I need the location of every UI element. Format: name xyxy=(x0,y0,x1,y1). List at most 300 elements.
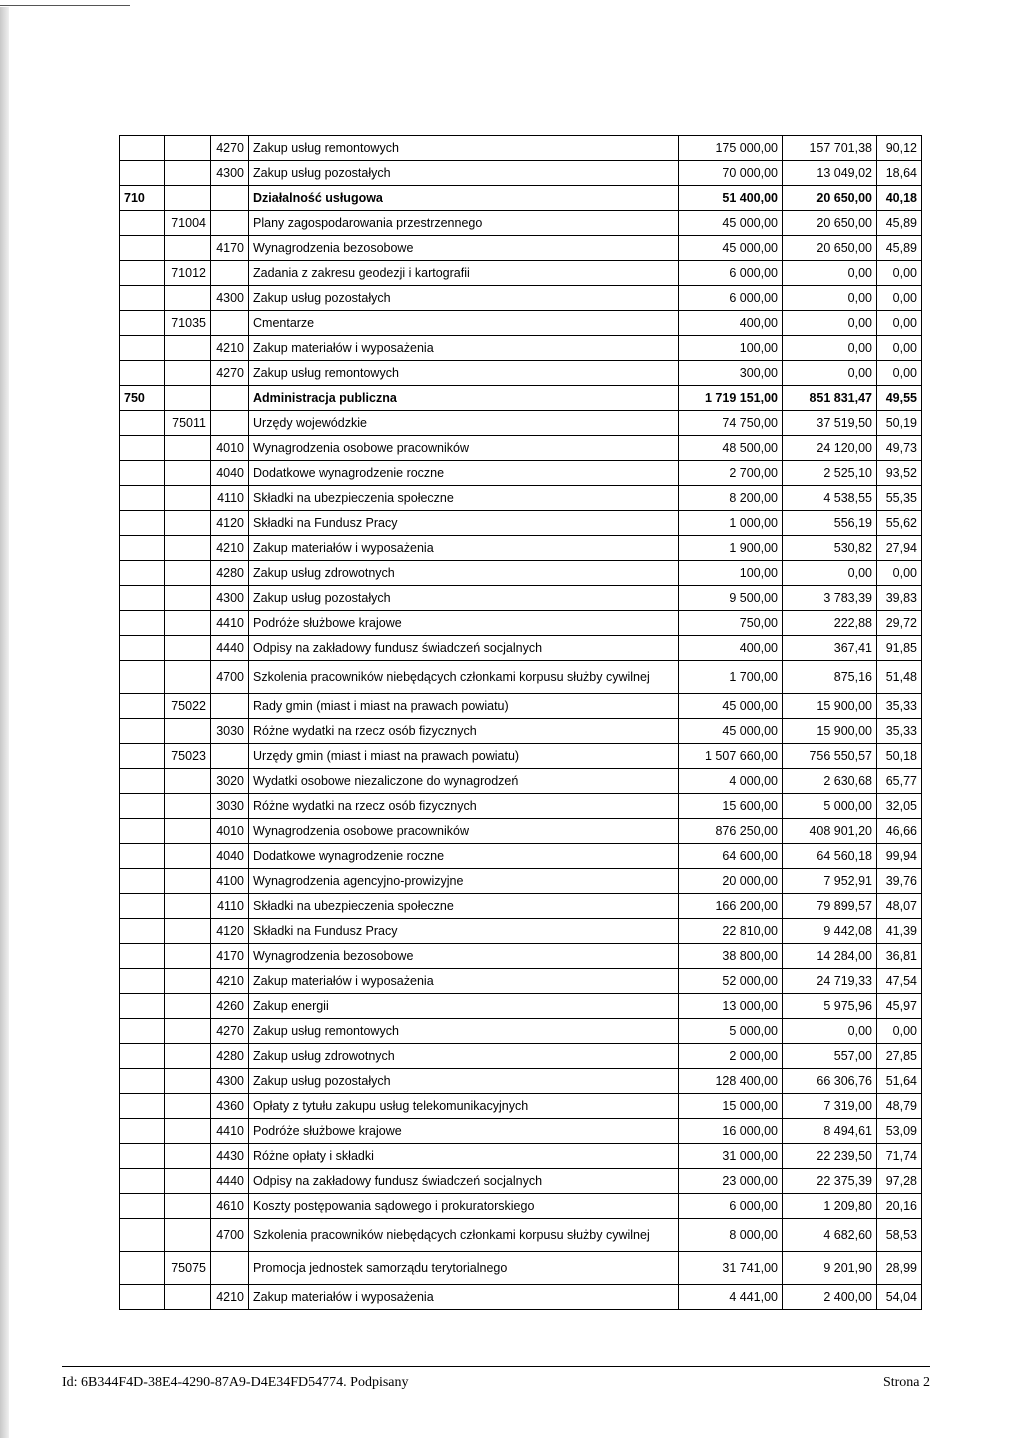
table-row xyxy=(120,261,922,286)
executed-amount: 4 682,60 xyxy=(783,1219,877,1252)
paragraph-code: 4300 xyxy=(211,586,249,611)
executed-amount: 367,41 xyxy=(783,636,877,661)
executed-amount: 24 120,00 xyxy=(783,436,877,461)
section-code xyxy=(120,1169,165,1194)
paragraph-code: 4170 xyxy=(211,944,249,969)
table-row xyxy=(120,794,922,819)
item-name: Administracja publiczna xyxy=(249,386,679,411)
planned-amount: 2 000,00 xyxy=(679,1044,783,1069)
execution-percent: 29,72 xyxy=(877,611,922,636)
execution-percent: 45,89 xyxy=(877,236,922,261)
chapter-code xyxy=(165,1169,211,1194)
planned-amount: 16 000,00 xyxy=(679,1119,783,1144)
planned-amount: 74 750,00 xyxy=(679,411,783,436)
execution-percent: 0,00 xyxy=(877,336,922,361)
item-name: Różne wydatki na rzecz osób fizycznych xyxy=(249,794,679,819)
planned-amount: 400,00 xyxy=(679,636,783,661)
chapter-code xyxy=(165,819,211,844)
item-name: Składki na Fundusz Pracy xyxy=(249,919,679,944)
section-code xyxy=(120,236,165,261)
paragraph-code: 4120 xyxy=(211,511,249,536)
chapter-code xyxy=(165,186,211,211)
executed-amount: 22 375,39 xyxy=(783,1169,877,1194)
table-row xyxy=(120,486,922,511)
executed-amount: 79 899,57 xyxy=(783,894,877,919)
paragraph-code: 4300 xyxy=(211,1069,249,1094)
executed-amount: 8 494,61 xyxy=(783,1119,877,1144)
paragraph-code xyxy=(211,386,249,411)
table-row xyxy=(120,1144,922,1169)
executed-amount: 14 284,00 xyxy=(783,944,877,969)
paragraph-code xyxy=(211,744,249,769)
section-code xyxy=(120,994,165,1019)
item-name: Szkolenia pracowników niebędących członkami korpusu służby cywilnej xyxy=(249,661,679,694)
executed-amount: 530,82 xyxy=(783,536,877,561)
scan-top-line xyxy=(0,5,130,6)
execution-percent: 45,89 xyxy=(877,211,922,236)
paragraph-code: 4440 xyxy=(211,636,249,661)
item-name: Różne opłaty i składki xyxy=(249,1144,679,1169)
item-name: Składki na ubezpieczenia społeczne xyxy=(249,894,679,919)
planned-amount: 1 000,00 xyxy=(679,511,783,536)
execution-percent: 39,76 xyxy=(877,869,922,894)
planned-amount: 15 600,00 xyxy=(679,794,783,819)
table-row xyxy=(120,536,922,561)
execution-percent: 20,16 xyxy=(877,1194,922,1219)
table-row xyxy=(120,361,922,386)
section-code xyxy=(120,794,165,819)
planned-amount: 8 200,00 xyxy=(679,486,783,511)
planned-amount: 1 719 151,00 xyxy=(679,386,783,411)
planned-amount: 1 700,00 xyxy=(679,661,783,694)
execution-percent: 49,73 xyxy=(877,436,922,461)
executed-amount: 4 538,55 xyxy=(783,486,877,511)
executed-amount: 7 319,00 xyxy=(783,1094,877,1119)
table-row xyxy=(120,1094,922,1119)
execution-percent: 45,97 xyxy=(877,994,922,1019)
executed-amount: 20 650,00 xyxy=(783,211,877,236)
executed-amount: 756 550,57 xyxy=(783,744,877,769)
paragraph-code: 4040 xyxy=(211,844,249,869)
item-name: Promocja jednostek samorządu terytorialnego xyxy=(249,1252,679,1285)
chapter-code: 71035 xyxy=(165,311,211,336)
paragraph-code: 4360 xyxy=(211,1094,249,1119)
section-code xyxy=(120,586,165,611)
execution-percent: 97,28 xyxy=(877,1169,922,1194)
chapter-code xyxy=(165,436,211,461)
executed-amount: 20 650,00 xyxy=(783,236,877,261)
document-id: Id: 6B344F4D-38E4-4290-87A9-D4E34FD54774. Podpisany xyxy=(62,1375,409,1390)
executed-amount: 157 701,38 xyxy=(783,136,877,161)
executed-amount: 9 442,08 xyxy=(783,919,877,944)
execution-percent: 93,52 xyxy=(877,461,922,486)
section-code xyxy=(120,1219,165,1252)
table-row xyxy=(120,661,922,694)
execution-percent: 55,35 xyxy=(877,486,922,511)
item-name: Zakup materiałów i wyposażenia xyxy=(249,336,679,361)
executed-amount: 0,00 xyxy=(783,311,877,336)
planned-amount: 6 000,00 xyxy=(679,261,783,286)
chapter-code xyxy=(165,844,211,869)
section-code xyxy=(120,1019,165,1044)
paragraph-code: 4610 xyxy=(211,1194,249,1219)
table-row xyxy=(120,236,922,261)
table-row xyxy=(120,636,922,661)
item-name: Zakup usług zdrowotnych xyxy=(249,561,679,586)
section-code xyxy=(120,894,165,919)
section-code xyxy=(120,361,165,386)
chapter-code xyxy=(165,361,211,386)
table-row xyxy=(120,311,922,336)
item-name: Opłaty z tytułu zakupu usług telekomunikacyjnych xyxy=(249,1094,679,1119)
executed-amount: 15 900,00 xyxy=(783,719,877,744)
planned-amount: 22 810,00 xyxy=(679,919,783,944)
chapter-code: 71004 xyxy=(165,211,211,236)
section-code xyxy=(120,819,165,844)
item-name: Wynagrodzenia bezosobowe xyxy=(249,236,679,261)
table-row xyxy=(120,136,922,161)
paragraph-code: 4270 xyxy=(211,1019,249,1044)
paragraph-code: 3030 xyxy=(211,719,249,744)
planned-amount: 175 000,00 xyxy=(679,136,783,161)
planned-amount: 750,00 xyxy=(679,611,783,636)
table-row xyxy=(120,511,922,536)
paragraph-code: 4410 xyxy=(211,611,249,636)
section-code xyxy=(120,1119,165,1144)
table-row xyxy=(120,744,922,769)
planned-amount: 400,00 xyxy=(679,311,783,336)
section-code xyxy=(120,436,165,461)
execution-percent: 47,54 xyxy=(877,969,922,994)
chapter-code xyxy=(165,1194,211,1219)
paragraph-code: 4040 xyxy=(211,461,249,486)
table-row xyxy=(120,694,922,719)
execution-percent: 28,99 xyxy=(877,1252,922,1285)
execution-percent: 48,07 xyxy=(877,894,922,919)
item-name: Wynagrodzenia osobowe pracowników xyxy=(249,436,679,461)
chapter-code xyxy=(165,769,211,794)
chapter-code xyxy=(165,794,211,819)
section-code xyxy=(120,1285,165,1310)
item-name: Podróże służbowe krajowe xyxy=(249,1119,679,1144)
item-name: Szkolenia pracowników niebędących członkami korpusu służby cywilnej xyxy=(249,1219,679,1252)
execution-percent: 48,79 xyxy=(877,1094,922,1119)
table-row xyxy=(120,286,922,311)
executed-amount: 556,19 xyxy=(783,511,877,536)
execution-percent: 40,18 xyxy=(877,186,922,211)
section-code xyxy=(120,486,165,511)
execution-percent: 27,94 xyxy=(877,536,922,561)
planned-amount: 70 000,00 xyxy=(679,161,783,186)
section-code xyxy=(120,161,165,186)
chapter-code xyxy=(165,161,211,186)
planned-amount: 20 000,00 xyxy=(679,869,783,894)
section-code xyxy=(120,336,165,361)
table-row xyxy=(120,719,922,744)
table-row xyxy=(120,336,922,361)
scan-left-edge xyxy=(0,7,9,1438)
paragraph-code: 4280 xyxy=(211,561,249,586)
planned-amount: 9 500,00 xyxy=(679,586,783,611)
planned-amount: 4 441,00 xyxy=(679,1285,783,1310)
item-name: Odpisy na zakładowy fundusz świadczeń socjalnych xyxy=(249,636,679,661)
chapter-code: 71012 xyxy=(165,261,211,286)
chapter-code xyxy=(165,386,211,411)
planned-amount: 45 000,00 xyxy=(679,236,783,261)
executed-amount: 0,00 xyxy=(783,261,877,286)
chapter-code xyxy=(165,869,211,894)
chapter-code: 75023 xyxy=(165,744,211,769)
paragraph-code: 4010 xyxy=(211,819,249,844)
planned-amount: 6 000,00 xyxy=(679,1194,783,1219)
executed-amount: 66 306,76 xyxy=(783,1069,877,1094)
table-row xyxy=(120,894,922,919)
table-row xyxy=(120,994,922,1019)
planned-amount: 876 250,00 xyxy=(679,819,783,844)
chapter-code xyxy=(165,1094,211,1119)
paragraph-code: 4300 xyxy=(211,161,249,186)
executed-amount: 64 560,18 xyxy=(783,844,877,869)
section-code xyxy=(120,694,165,719)
planned-amount: 128 400,00 xyxy=(679,1069,783,1094)
executed-amount: 0,00 xyxy=(783,286,877,311)
item-name: Zakup usług zdrowotnych xyxy=(249,1044,679,1069)
section-code xyxy=(120,719,165,744)
executed-amount: 851 831,47 xyxy=(783,386,877,411)
execution-percent: 32,05 xyxy=(877,794,922,819)
paragraph-code xyxy=(211,694,249,719)
paragraph-code: 4100 xyxy=(211,869,249,894)
section-code xyxy=(120,536,165,561)
section-code xyxy=(120,1069,165,1094)
scan-top-edge xyxy=(0,0,1024,7)
execution-percent: 35,33 xyxy=(877,694,922,719)
chapter-code xyxy=(165,486,211,511)
planned-amount: 4 000,00 xyxy=(679,769,783,794)
item-name: Składki na ubezpieczenia społeczne xyxy=(249,486,679,511)
executed-amount: 557,00 xyxy=(783,1044,877,1069)
paragraph-code: 4210 xyxy=(211,336,249,361)
chapter-code xyxy=(165,969,211,994)
item-name: Plany zagospodarowania przestrzennego xyxy=(249,211,679,236)
executed-amount: 875,16 xyxy=(783,661,877,694)
execution-percent: 51,64 xyxy=(877,1069,922,1094)
execution-percent: 65,77 xyxy=(877,769,922,794)
item-name: Działalność usługowa xyxy=(249,186,679,211)
chapter-code xyxy=(165,1285,211,1310)
executed-amount: 408 901,20 xyxy=(783,819,877,844)
section-code xyxy=(120,1194,165,1219)
page-footer xyxy=(62,1369,930,1391)
chapter-code xyxy=(165,1144,211,1169)
paragraph-code: 4440 xyxy=(211,1169,249,1194)
item-name: Wynagrodzenia bezosobowe xyxy=(249,944,679,969)
planned-amount: 1 900,00 xyxy=(679,536,783,561)
chapter-code xyxy=(165,286,211,311)
table-row xyxy=(120,161,922,186)
item-name: Zakup usług pozostałych xyxy=(249,161,679,186)
planned-amount: 45 000,00 xyxy=(679,211,783,236)
planned-amount: 23 000,00 xyxy=(679,1169,783,1194)
chapter-code: 75075 xyxy=(165,1252,211,1285)
execution-percent: 27,85 xyxy=(877,1044,922,1069)
planned-amount: 64 600,00 xyxy=(679,844,783,869)
footer-divider xyxy=(62,1366,930,1367)
paragraph-code: 4210 xyxy=(211,536,249,561)
executed-amount: 2 525,10 xyxy=(783,461,877,486)
execution-percent: 0,00 xyxy=(877,361,922,386)
execution-percent: 18,64 xyxy=(877,161,922,186)
chapter-code xyxy=(165,1219,211,1252)
executed-amount: 0,00 xyxy=(783,1019,877,1044)
planned-amount: 166 200,00 xyxy=(679,894,783,919)
item-name: Wynagrodzenia osobowe pracowników xyxy=(249,819,679,844)
planned-amount: 31 000,00 xyxy=(679,1144,783,1169)
planned-amount: 31 741,00 xyxy=(679,1252,783,1285)
chapter-code xyxy=(165,636,211,661)
item-name: Składki na Fundusz Pracy xyxy=(249,511,679,536)
paragraph-code: 4210 xyxy=(211,1285,249,1310)
executed-amount: 24 719,33 xyxy=(783,969,877,994)
chapter-code xyxy=(165,586,211,611)
section-code xyxy=(120,1252,165,1285)
table-row xyxy=(120,944,922,969)
section-code xyxy=(120,286,165,311)
planned-amount: 52 000,00 xyxy=(679,969,783,994)
execution-percent: 90,12 xyxy=(877,136,922,161)
section-code xyxy=(120,1044,165,1069)
execution-percent: 91,85 xyxy=(877,636,922,661)
planned-amount: 300,00 xyxy=(679,361,783,386)
chapter-code xyxy=(165,719,211,744)
paragraph-code xyxy=(211,411,249,436)
executed-amount: 3 783,39 xyxy=(783,586,877,611)
execution-percent: 0,00 xyxy=(877,561,922,586)
item-name: Zakup usług remontowych xyxy=(249,136,679,161)
paragraph-code: 4270 xyxy=(211,136,249,161)
section-code: 710 xyxy=(120,186,165,211)
paragraph-code: 4210 xyxy=(211,969,249,994)
item-name: Różne wydatki na rzecz osób fizycznych xyxy=(249,719,679,744)
section-row xyxy=(120,186,922,211)
executed-amount: 9 201,90 xyxy=(783,1252,877,1285)
table-row xyxy=(120,1044,922,1069)
paragraph-code: 4010 xyxy=(211,436,249,461)
table-row xyxy=(120,1219,922,1252)
planned-amount: 38 800,00 xyxy=(679,944,783,969)
item-name: Zakup usług pozostałych xyxy=(249,286,679,311)
planned-amount: 51 400,00 xyxy=(679,186,783,211)
section-code xyxy=(120,636,165,661)
item-name: Wynagrodzenia agencyjno-prowizyjne xyxy=(249,869,679,894)
execution-percent: 50,18 xyxy=(877,744,922,769)
table-row xyxy=(120,969,922,994)
section-code xyxy=(120,461,165,486)
item-name: Dodatkowe wynagrodzenie roczne xyxy=(249,844,679,869)
paragraph-code: 4120 xyxy=(211,919,249,944)
executed-amount: 1 209,80 xyxy=(783,1194,877,1219)
chapter-code xyxy=(165,894,211,919)
item-name: Zakup materiałów i wyposażenia xyxy=(249,536,679,561)
section-code xyxy=(120,919,165,944)
executed-amount: 5 000,00 xyxy=(783,794,877,819)
item-name: Rady gmin (miast i miast na prawach powiatu) xyxy=(249,694,679,719)
paragraph-code: 4280 xyxy=(211,1044,249,1069)
execution-percent: 41,39 xyxy=(877,919,922,944)
table-row xyxy=(120,1069,922,1094)
paragraph-code: 4430 xyxy=(211,1144,249,1169)
executed-amount: 2 400,00 xyxy=(783,1285,877,1310)
planned-amount: 8 000,00 xyxy=(679,1219,783,1252)
execution-percent: 51,48 xyxy=(877,661,922,694)
item-name: Cmentarze xyxy=(249,311,679,336)
chapter-code xyxy=(165,1044,211,1069)
chapter-code xyxy=(165,511,211,536)
execution-percent: 55,62 xyxy=(877,511,922,536)
section-code: 750 xyxy=(120,386,165,411)
execution-percent: 0,00 xyxy=(877,261,922,286)
chapter-code xyxy=(165,661,211,694)
table-row xyxy=(120,919,922,944)
execution-percent: 54,04 xyxy=(877,1285,922,1310)
chapter-code xyxy=(165,1069,211,1094)
item-name: Zakup materiałów i wyposażenia xyxy=(249,969,679,994)
table-row xyxy=(120,586,922,611)
execution-percent: 35,33 xyxy=(877,719,922,744)
section-code xyxy=(120,561,165,586)
table-row xyxy=(120,1019,922,1044)
section-code xyxy=(120,1094,165,1119)
execution-percent: 46,66 xyxy=(877,819,922,844)
execution-percent: 0,00 xyxy=(877,286,922,311)
section-code xyxy=(120,869,165,894)
planned-amount: 2 700,00 xyxy=(679,461,783,486)
paragraph-code xyxy=(211,311,249,336)
execution-percent: 99,94 xyxy=(877,844,922,869)
chapter-code xyxy=(165,236,211,261)
table-row xyxy=(120,211,922,236)
section-code xyxy=(120,969,165,994)
section-code xyxy=(120,211,165,236)
paragraph-code: 4270 xyxy=(211,361,249,386)
chapter-code xyxy=(165,336,211,361)
table-row xyxy=(120,1119,922,1144)
execution-percent: 39,83 xyxy=(877,586,922,611)
section-code xyxy=(120,661,165,694)
execution-percent: 36,81 xyxy=(877,944,922,969)
table-row xyxy=(120,1169,922,1194)
section-row xyxy=(120,386,922,411)
paragraph-code: 4700 xyxy=(211,1219,249,1252)
executed-amount: 222,88 xyxy=(783,611,877,636)
item-name: Koszty postępowania sądowego i prokuratorskiego xyxy=(249,1194,679,1219)
planned-amount: 45 000,00 xyxy=(679,719,783,744)
executed-amount: 2 630,68 xyxy=(783,769,877,794)
section-code xyxy=(120,769,165,794)
table-row xyxy=(120,461,922,486)
executed-amount: 0,00 xyxy=(783,361,877,386)
paragraph-code: 3030 xyxy=(211,794,249,819)
planned-amount: 5 000,00 xyxy=(679,1019,783,1044)
item-name: Urzędy gmin (miast i miast na prawach powiatu) xyxy=(249,744,679,769)
chapter-code xyxy=(165,561,211,586)
planned-amount: 100,00 xyxy=(679,561,783,586)
item-name: Zakup usług remontowych xyxy=(249,361,679,386)
table-row xyxy=(120,1252,922,1285)
table-row xyxy=(120,1194,922,1219)
chapter-code xyxy=(165,536,211,561)
paragraph-code: 4110 xyxy=(211,486,249,511)
